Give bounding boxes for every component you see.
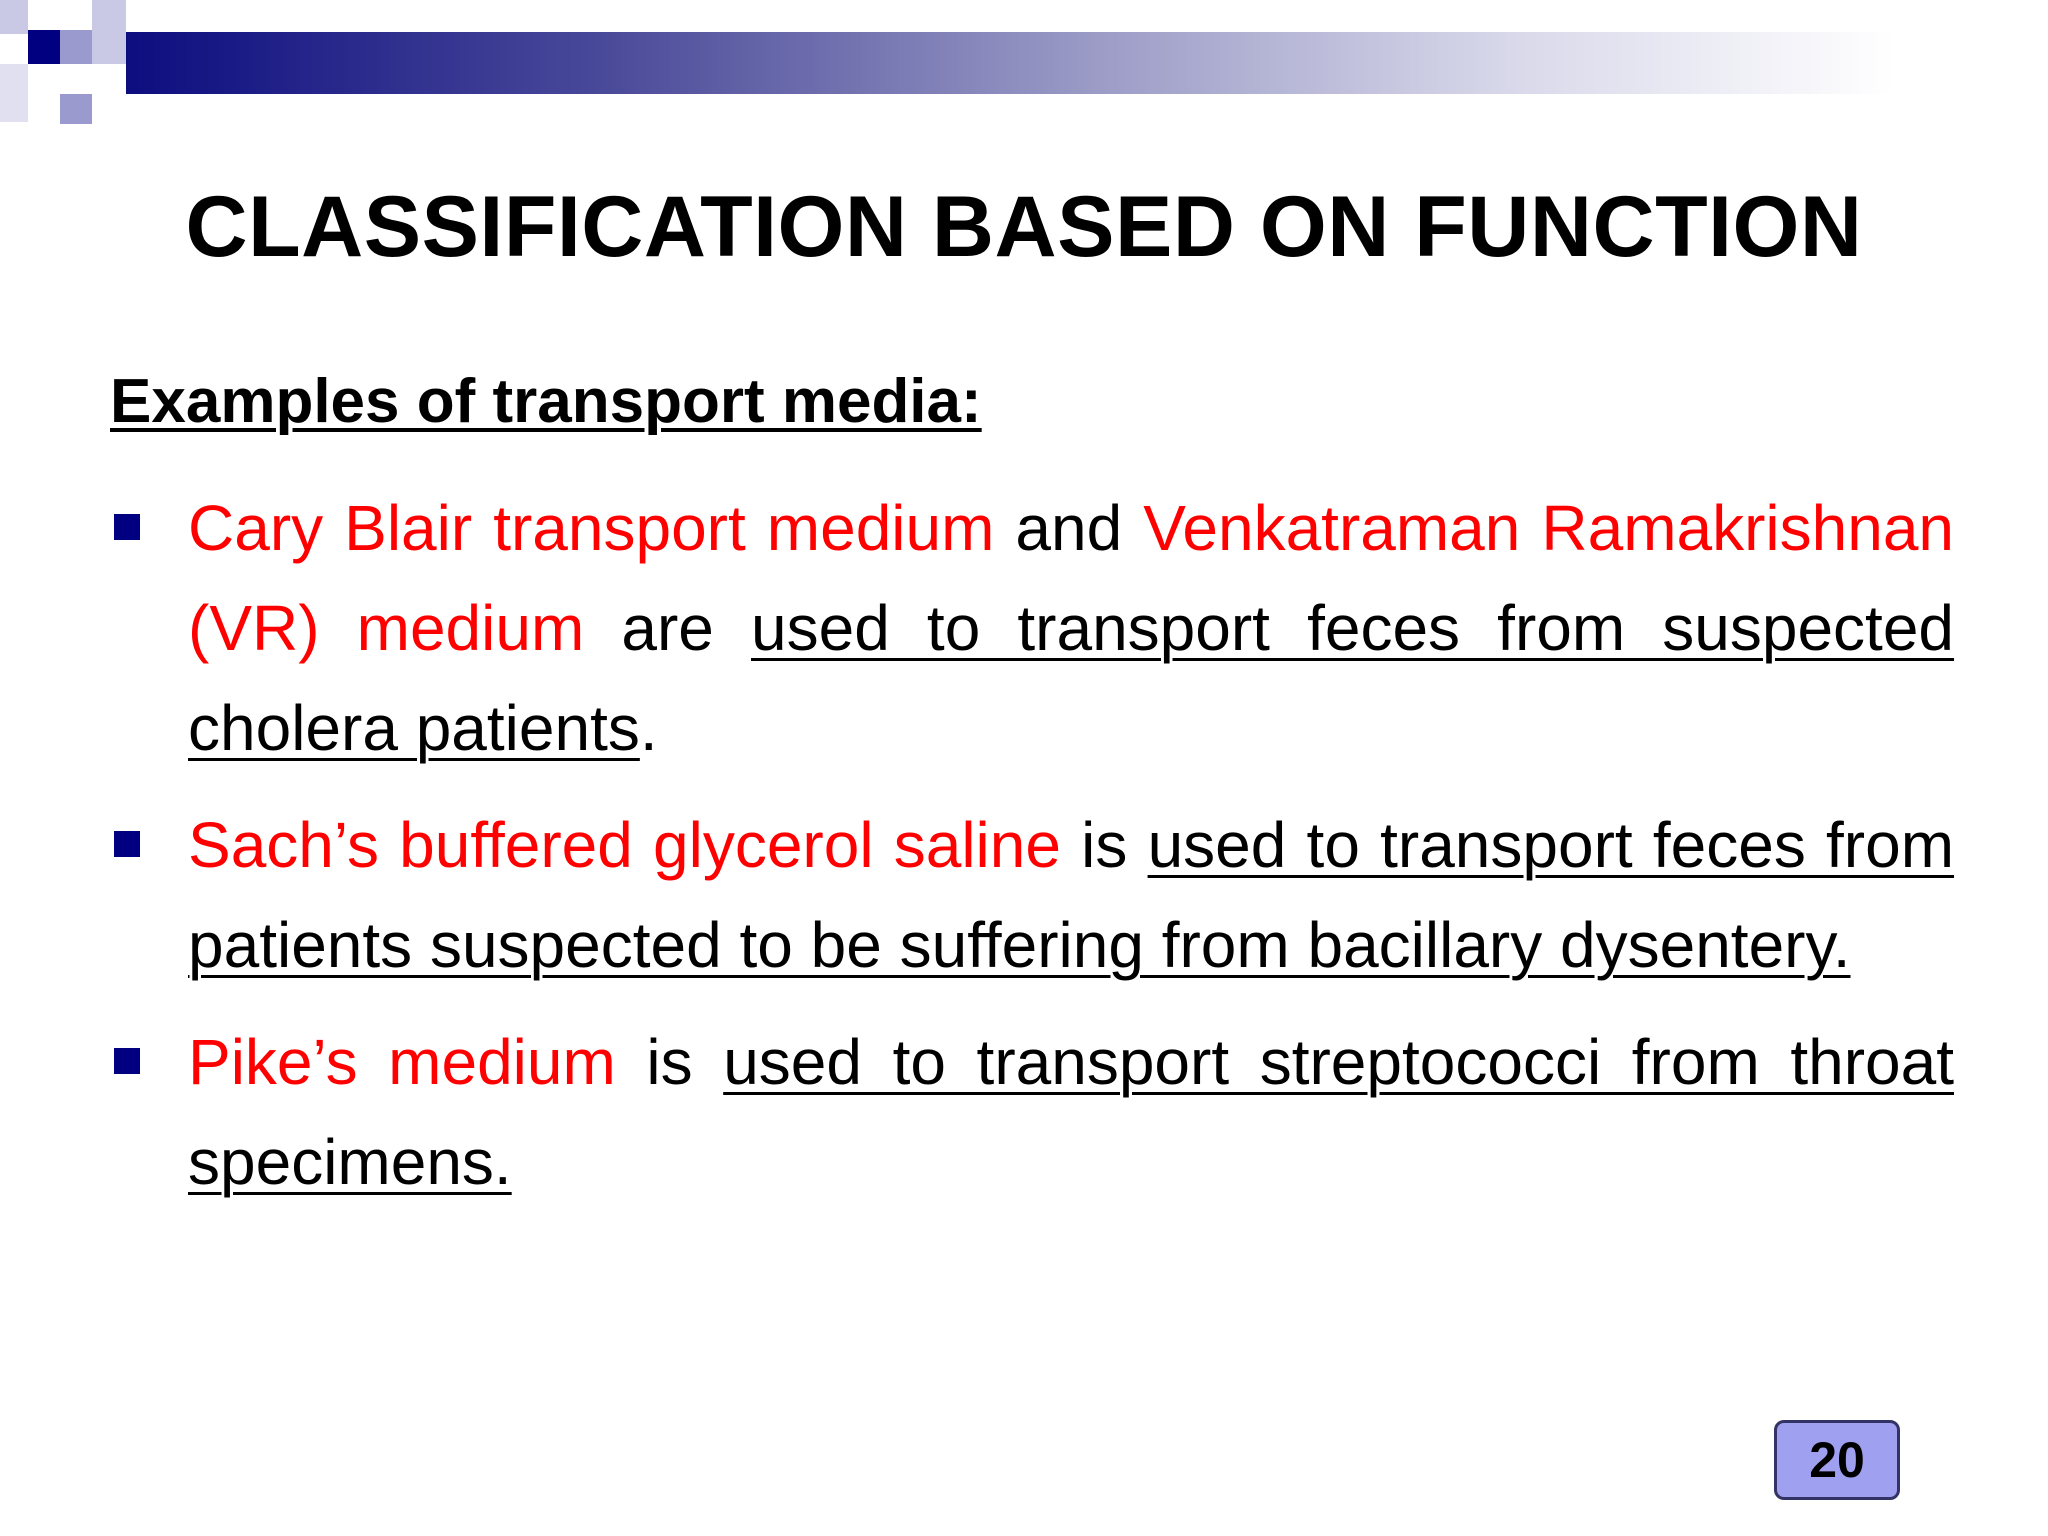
medium-name: Cary Blair transport medium: [188, 492, 995, 564]
header-gradient-bar: [126, 32, 2048, 94]
decorative-square: [92, 0, 126, 30]
usage-text: used to transport streptococci from throat specimens.: [188, 1026, 1954, 1198]
decorative-square: [60, 30, 92, 64]
square-bullet-icon: [114, 514, 140, 540]
page-number-badge: 20: [1774, 1420, 1900, 1500]
medium-name: Sach’s buffered glycerol saline: [188, 809, 1061, 881]
connector-text: and: [994, 492, 1144, 564]
bullet-item-sachs: [110, 795, 1954, 995]
end-punctuation: .: [639, 692, 658, 764]
decorative-square: [60, 94, 92, 124]
slide-subtitle: Examples of transport media:: [110, 367, 982, 436]
decorative-square: [0, 0, 28, 34]
slide-title: CLASSIFICATION BASED ON FUNCTION: [185, 179, 1863, 275]
connector-text: is: [1060, 809, 1148, 881]
usage-text: used to transport feces from suspected cholera patients: [188, 592, 1955, 764]
decorative-square: [0, 64, 28, 122]
square-bullet-icon: [114, 831, 140, 857]
medium-name: Venkatraman Ramakrishnan (VR) medium: [188, 492, 1955, 664]
square-bullet-icon: [114, 1048, 140, 1074]
connector-text: is: [615, 1026, 724, 1098]
decorative-square: [92, 30, 126, 64]
bullet-list: [110, 478, 1954, 1229]
decorative-square: [28, 30, 60, 64]
connector-text: are: [584, 592, 752, 664]
medium-name: Pike’s medium: [188, 1026, 616, 1098]
bullet-item-cary-blair: [110, 478, 1954, 778]
bullet-item-pikes: [110, 1012, 1954, 1212]
usage-text: used to transport feces from patients suspected to be suffering from bacillary dysentery.: [188, 809, 1955, 981]
